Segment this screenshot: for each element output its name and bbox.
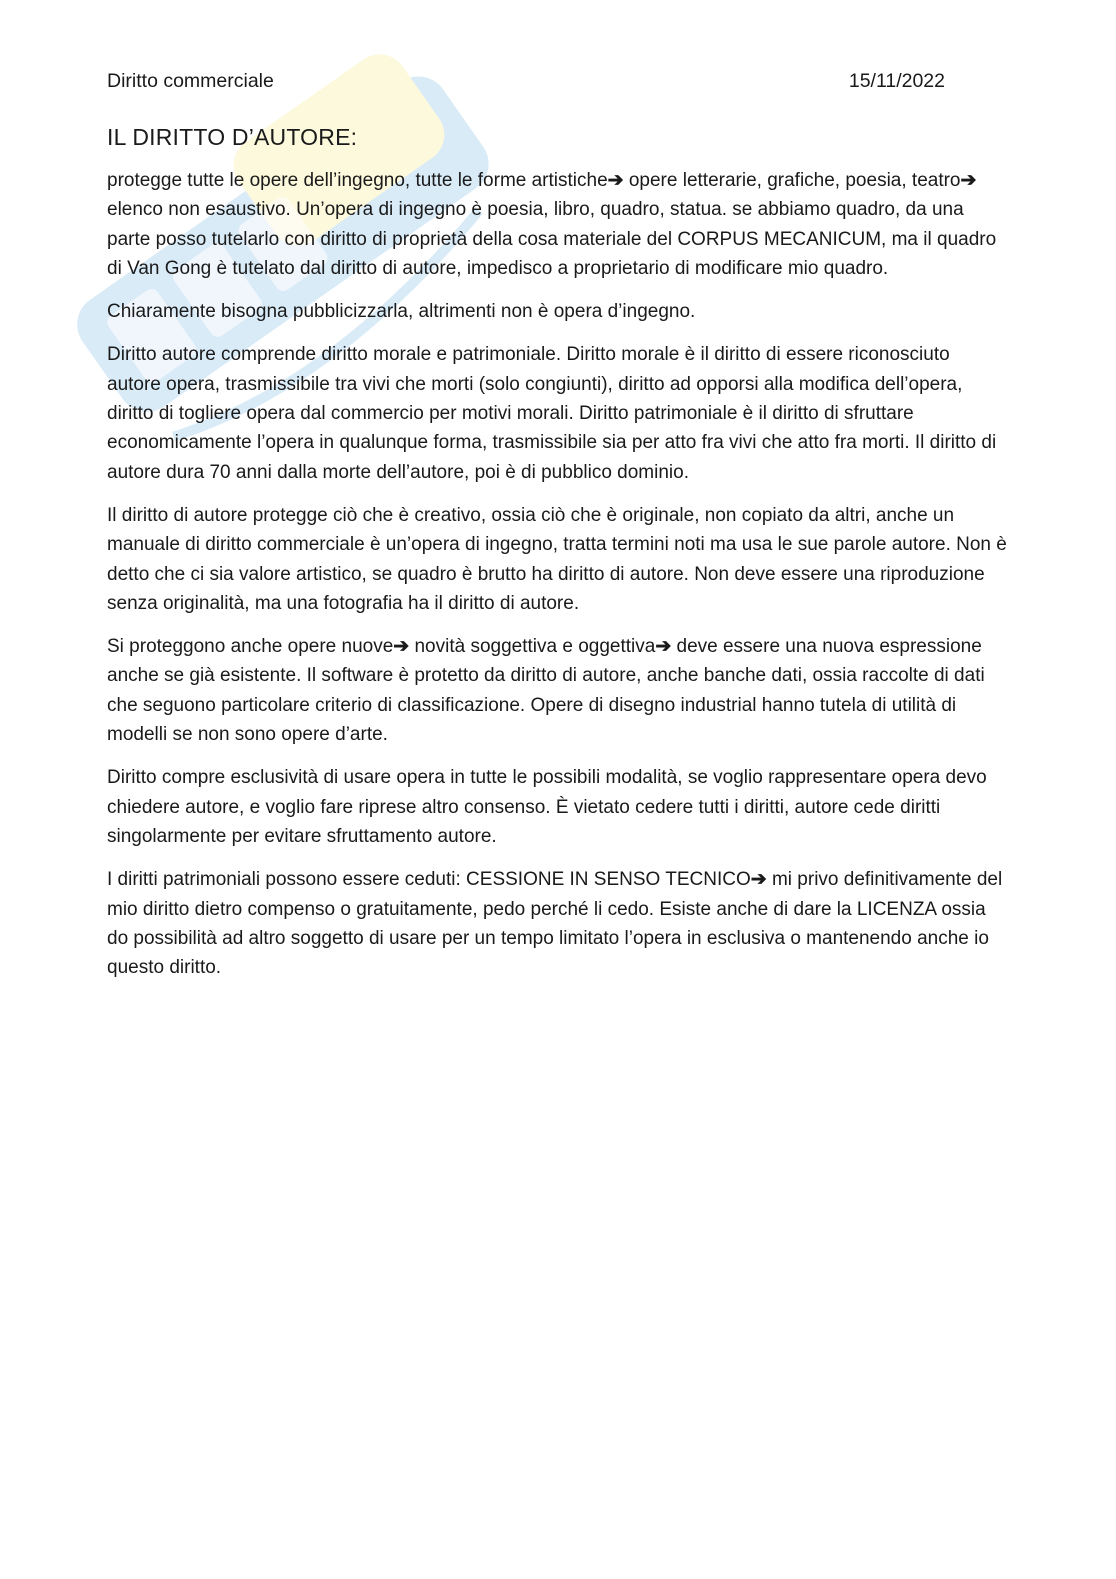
paragraph-text: protegge tutte le opere dell’ingegno, tutte le forme artistiche xyxy=(107,170,608,191)
paragraph-text: Il diritto di autore protegge ciò che è creativo, ossia ciò che è originale, non copiato da altri, anche un manuale di diritto commerciale è un’opera di ingegno, tratta termini noti ma usa le sue parole autore. Non è detto che ci sia valore artistico, se quadro è brutto ha diritto di autore. Non deve essere una riproduzione senza originalità, ma una fotografia ha il diritto di autore. xyxy=(107,504,1007,614)
paragraph xyxy=(107,763,1007,851)
paragraph-text: Si proteggono anche opere nuove xyxy=(107,636,394,658)
paragraph-text: elenco non esaustivo. Un’opera di ingegno è poesia, libro, quadro, statua. se abbiamo quadro, da una parte posso tutelarlo con diritto di proprietà della cosa materiale del CORPUS MECANICUM, ma il quadro di Van Gong è tutelato dal diritto di autore, impedisco a proprietario di modificare mio quadro. xyxy=(107,199,997,279)
page-header xyxy=(107,66,945,96)
paragraph-text: novità soggettiva e oggettiva xyxy=(409,636,656,658)
arrow-icon: ➔ xyxy=(393,636,410,658)
document-date: 15/11/2022 xyxy=(848,70,945,92)
paragraph-text: Chiaramente bisogna pubblicizzarla, altrimenti non è opera d’ingegno. xyxy=(107,301,696,323)
arrow-icon: ➔ xyxy=(750,869,767,891)
paragraph xyxy=(107,340,1007,486)
paragraph xyxy=(107,166,1007,283)
course-name: Diritto commerciale xyxy=(107,70,274,92)
paragraph-text: Diritto compre esclusività di usare opera in tutte le possibili modalità, se voglio rappresentare opera devo chiedere autore, e voglio fare riprese altro consenso. È vietato cedere tutti i diritti, autore cede diritti singolarmente per evitare sfruttamento autore. xyxy=(107,767,987,847)
document-page xyxy=(107,66,1007,996)
document-body xyxy=(107,166,1007,982)
paragraph xyxy=(107,632,1007,749)
paragraph-text: mi privo definitivamente del mio diritto dietro compenso o gratuitamente, pedo perché li cedo. Esiste anche di dare la LICENZA ossia do possibilità ad altro soggetto di usare per un tempo limitato l’opera in esclusiva o mantenendo anche io questo diritto. xyxy=(107,869,1003,979)
arrow-icon: ➔ xyxy=(607,170,624,191)
arrow-icon: ➔ xyxy=(960,170,977,191)
paragraph-text: opere letterarie, grafiche, poesia, teatro xyxy=(623,170,961,191)
paragraph-text: Diritto autore comprende diritto morale e patrimoniale. Diritto morale è il diritto di essere riconosciuto autore opera, trasmissibile tra vivi che morti (solo congiunti), diritto ad opporsi alla modifica dell’opera, diritto di togliere opera dal commercio per motivi morali. Diritto patrimoniale è il diritto di sfruttare economicamente l’opera in qualunque forma, trasmissibile sia per atto fra vivi che atto fra morti. Il diritto di autore dura 70 anni dalla morte dell’autore, poi è di pubblico dominio. xyxy=(107,344,997,483)
paragraph xyxy=(107,501,1007,618)
paragraph xyxy=(107,297,1007,326)
paragraph-text: deve essere una nuova espressione anche se già esistente. Il software è protetto da diritto di autore, anche banche dati, ossia raccolte di dati che seguono particolare criterio di classificazione. Opere di disegno industrial hanno tutela di utilità di modelli se non sono opere d’arte. xyxy=(107,636,985,746)
paragraph-text: I diritti patrimoniali possono essere ceduti: CESSIONE IN SENSO TECNICO xyxy=(107,869,751,891)
paragraph xyxy=(107,865,1007,982)
document-title: IL DIRITTO D’AUTORE: xyxy=(107,124,358,150)
arrow-icon: ➔ xyxy=(655,636,672,658)
